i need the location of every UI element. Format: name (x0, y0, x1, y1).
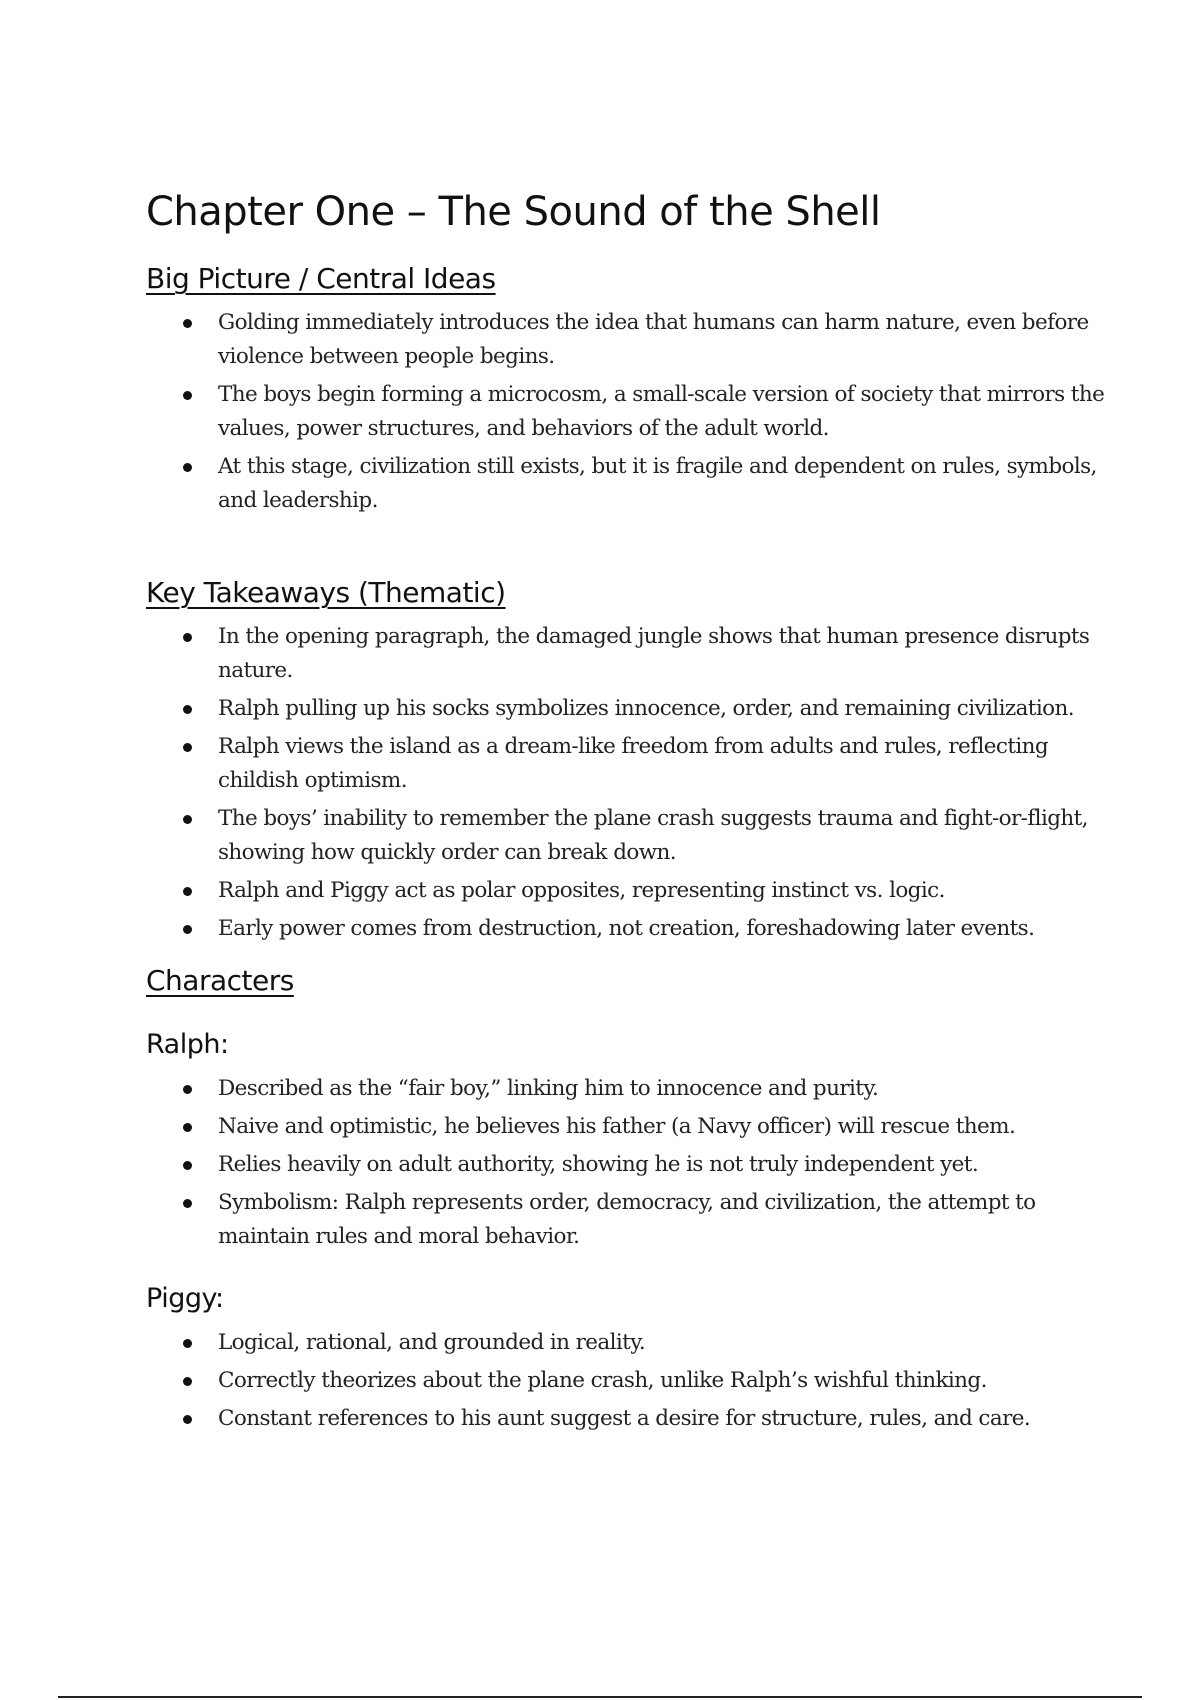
bullet-icon (183, 743, 192, 752)
bullet-icon (183, 1123, 192, 1132)
bullet-icon (183, 1199, 192, 1208)
list-item (146, 1364, 1106, 1398)
list-item-text: The boys begin forming a microcosm, a small-scale version of society that mirrors the values, power structures, and behaviors of the adult world. (218, 382, 1105, 441)
piggy-list (146, 1326, 1106, 1436)
list-item (146, 1072, 1106, 1106)
ralph-list (146, 1072, 1106, 1254)
list-item-text: Ralph views the island as a dream-like freedom from adults and rules, reflecting childish optimism. (218, 734, 1049, 793)
list-item-text: Symbolism: Ralph represents order, democracy, and civilization, the attempt to maintain rules and moral behavior. (218, 1190, 1036, 1249)
list-item-text: Relies heavily on adult authority, showing he is not truly independent yet. (218, 1152, 979, 1177)
bullet-icon (183, 1415, 192, 1424)
bullet-icon (183, 705, 192, 714)
ralph-heading: Ralph: (146, 1029, 229, 1060)
bullet-icon (183, 1161, 192, 1170)
list-item (146, 1110, 1106, 1144)
bullet-icon (183, 815, 192, 824)
chapter-title: Chapter One – The Sound of the Shell (146, 189, 881, 235)
piggy-heading: Piggy: (146, 1283, 224, 1314)
key-takeaways-heading: Key Takeaways (Thematic) (146, 576, 506, 609)
bullet-icon (183, 1377, 192, 1386)
bullet-icon (183, 1085, 192, 1094)
spacer (146, 950, 1106, 962)
list-item-text: Naive and optimistic, he believes his father (a Navy officer) will rescue them. (218, 1114, 1016, 1139)
list-item-text: Constant references to his aunt suggest a desire for structure, rules, and care. (218, 1406, 1031, 1431)
bullet-icon (183, 925, 192, 934)
list-item (146, 692, 1106, 726)
bullet-icon (183, 391, 192, 400)
list-item-text: Described as the “fair boy,” linking him to innocence and purity. (218, 1076, 879, 1101)
spacer (146, 522, 1106, 574)
list-item (146, 912, 1106, 946)
list-item-text: Ralph and Piggy act as polar opposites, representing instinct vs. logic. (218, 878, 945, 903)
characters-heading: Characters (146, 964, 294, 997)
list-item-text: Correctly theorizes about the plane crash, unlike Ralph’s wishful thinking. (218, 1368, 987, 1393)
spacer (146, 1258, 1106, 1280)
list-item (146, 1148, 1106, 1182)
list-item (146, 306, 1106, 374)
key-takeaways-list (146, 620, 1106, 946)
list-item (146, 620, 1106, 688)
list-item-text: At this stage, civilization still exists, but it is fragile and dependent on rules, symbols, and leadership. (218, 454, 1097, 513)
bullet-icon (183, 319, 192, 328)
list-item-text: The boys’ inability to remember the plane crash suggests trauma and fight-or-flight, showing how quickly order can break down. (218, 806, 1088, 865)
list-item (146, 1186, 1106, 1254)
list-item-text: Ralph pulling up his socks symbolizes innocence, order, and remaining civilization. (218, 696, 1074, 721)
document-content (146, 186, 1106, 1440)
list-item-text: Logical, rational, and grounded in reality. (218, 1330, 646, 1355)
spacer (146, 1008, 1106, 1026)
big-picture-list (146, 306, 1106, 518)
list-item (146, 1402, 1106, 1436)
list-item (146, 802, 1106, 870)
list-item (146, 1326, 1106, 1360)
list-item (146, 730, 1106, 798)
bullet-icon (183, 1339, 192, 1348)
bullet-icon (183, 887, 192, 896)
list-item (146, 874, 1106, 908)
bullet-icon (183, 633, 192, 642)
list-item (146, 378, 1106, 446)
list-item-text: In the opening paragraph, the damaged jungle shows that human presence disrupts nature. (218, 624, 1090, 683)
big-picture-heading: Big Picture / Central Ideas (146, 262, 496, 295)
bullet-icon (183, 463, 192, 472)
list-item-text: Early power comes from destruction, not creation, foreshadowing later events. (218, 916, 1035, 941)
page-bottom-divider (58, 1696, 1142, 1698)
list-item (146, 450, 1106, 518)
list-item-text: Golding immediately introduces the idea that humans can harm nature, even before violence between people begins. (218, 310, 1089, 369)
